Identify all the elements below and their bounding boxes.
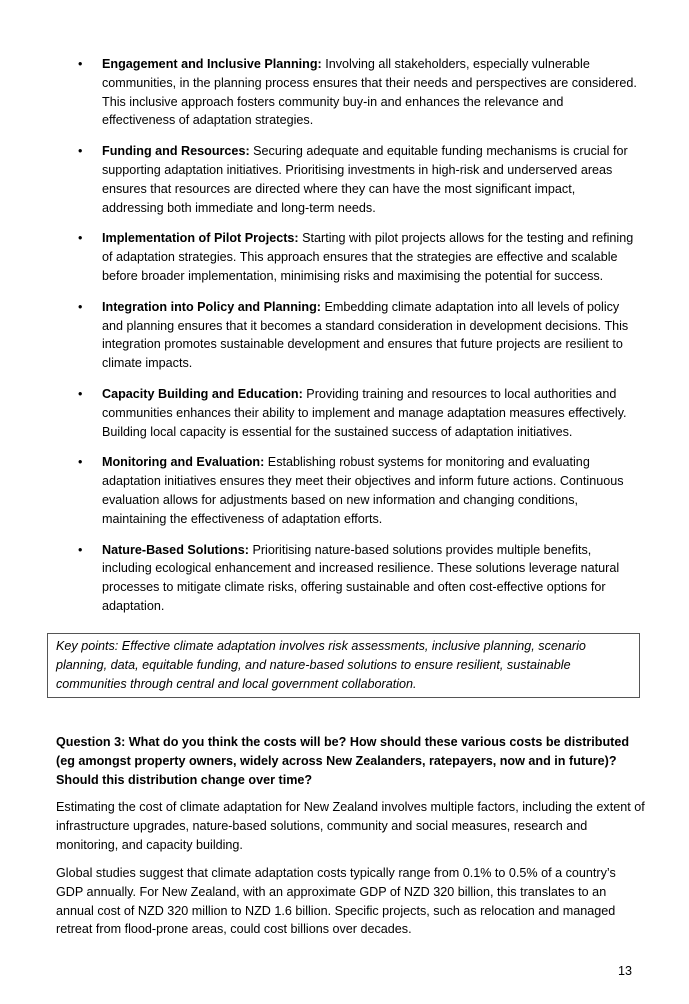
bullet-icon: •: [78, 542, 83, 557]
bullet-icon: •: [78, 299, 83, 314]
key-points-box: [47, 633, 640, 698]
bullet-title: Nature-Based Solutions:: [102, 542, 249, 557]
body-paragraph: Estimating the cost of climate adaptation for New Zealand involves multiple factors, including the extent of infrastructure upgrades, nature-based solutions, community and social measures, research and monitoring, and capacity building.: [56, 800, 645, 852]
list-item: [0, 229, 689, 285]
bullet-title: Integration into Policy and Planning:: [102, 299, 321, 314]
page-number: 13: [618, 964, 633, 978]
bullet-title: Funding and Resources:: [102, 144, 250, 159]
bullet-title: Engagement and Inclusive Planning:: [102, 57, 322, 71]
body-paragraph: Global studies suggest that climate adaptation costs typically range from 0.1% to 0.5% of a country’s GDP annually. For New Zealand, with an approximate GDP of NZD 320 billion, this translates to an annual cost of NZD 320 million to NZD 1.6 billion. Specific projects, such as relocation and managed retreat from flood-prone areas, could cost billions over decades.: [56, 866, 616, 937]
bullet-title: Capacity Building and Education:: [102, 386, 303, 401]
bullet-text: Establishing robust systems for monitoring and evaluating adaptation initiatives ensures they meet their objectives and inform future actions. Continuous evaluation allows for adjustments based on new information and changing conditions, maintaining the effectiveness of adaptation efforts.: [102, 455, 624, 526]
bullet-text: Providing training and resources to local authorities and communities enhances their ability to implement and manage adaptation measures effectively. Building local capacity is essential for the sustained success of adaptation initiatives.: [102, 386, 627, 439]
list-item: [0, 385, 689, 441]
bullet-text: Securing adequate and equitable funding mechanisms is crucial for supporting adaptation initiatives. Prioritising investments in high-risk and underserved areas ensures that resources are directed where they can have the most significant impact, addressing both immediate and long-term needs.: [102, 144, 628, 215]
bullet-icon: •: [78, 386, 83, 401]
bullet-list: [0, 55, 689, 628]
list-item: [0, 298, 689, 373]
list-item: [0, 541, 689, 616]
list-item: [0, 55, 689, 130]
bullet-title: Monitoring and Evaluation:: [102, 455, 265, 470]
list-item: [0, 453, 689, 528]
list-item: [0, 142, 689, 217]
bullet-text: Prioritising nature-based solutions provides multiple benefits, including ecological enhancement and increased resilience. These solutions leverage natural processes to mitigate climate risks, offering sustainable and often cost-effective options for adaptation.: [102, 542, 620, 613]
bullet-icon: •: [78, 144, 83, 159]
bullet-icon: •: [78, 57, 83, 71]
bullet-title: Implementation of Pilot Projects:: [102, 231, 299, 246]
bullet-text: Starting with pilot projects allows for the testing and refining of adaptation strategies. This approach ensures that the strategies are effective and scalable before broader implementation, minimising risks and maximising the potential for success.: [102, 231, 634, 283]
bullet-icon: •: [78, 455, 83, 470]
key-points-text: Key points: Effective climate adaptation involves risk assessments, inclusive planning, scenario planning, data, equitable funding, and nature-based solutions to ensure resilient, sustainable communities through central and local government collaboration.: [56, 639, 586, 691]
question-heading: Question 3: What do you think the costs will be? How should these various costs be distributed (eg amongst property owners, widely across New Zealanders, ratepayers, now and in future)? Should this distribution change over time?: [56, 735, 630, 787]
bullet-text: Embedding climate adaptation into all levels of policy and planning ensures that it becomes a standard consideration in development decisions. This integration promotes sustainable development and ensures that future projects are resilient to climate impacts.: [102, 299, 629, 371]
bullet-icon: •: [78, 231, 83, 246]
bullet-text: Involving all stakeholders, especially vulnerable communities, in the planning process ensures that their needs and perspectives are considered. This inclusive approach fosters community buy-in and enhances the relevance and effectiveness of adaptation strategies.: [102, 57, 637, 128]
